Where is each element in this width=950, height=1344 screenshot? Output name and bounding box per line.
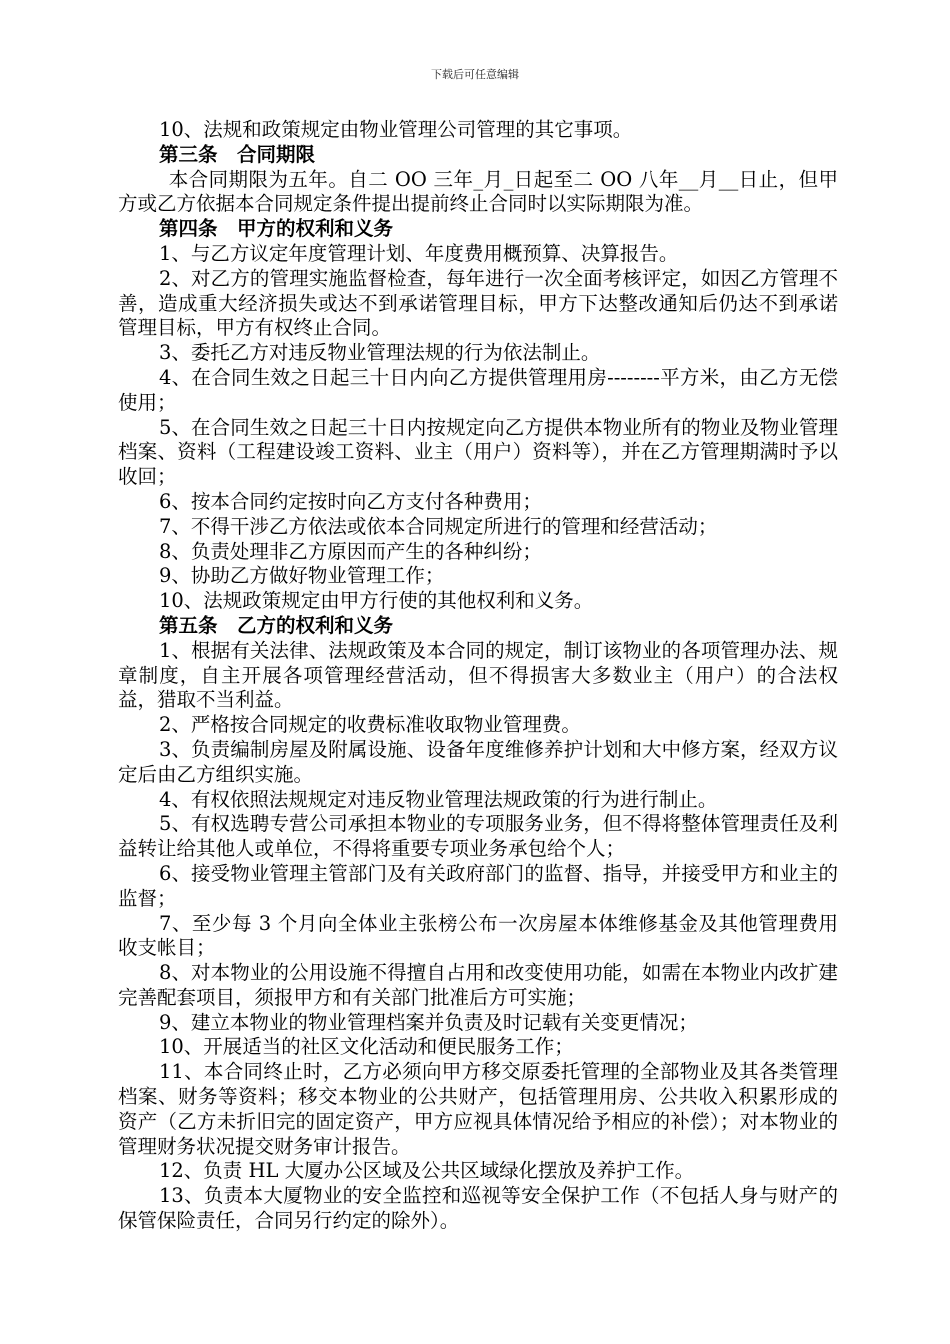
paragraph: 1、根据有关法律、法规政策及本合同的规定，制订该物业的各项管理办法、规章制度，自主开展各项管理经营活动，但不得损害大多数业主（用户）的合法权益，猎取不当利益。 xyxy=(118,638,838,712)
paragraph: 1、与乙方议定年度管理计划、年度费用概预算、决算报告。 xyxy=(158,241,679,265)
paragraph: 12、负责 HL 大厦办公区域及公共区域绿化摆放及养护工作。 xyxy=(158,1159,695,1183)
page-header: 下载后可任意编辑 xyxy=(431,68,519,81)
paragraph: 6、接受物业管理主管部门及有关政府部门的监督、指导，并接受甲方和业主的监督； xyxy=(118,861,838,910)
paragraph: 4、在合同生效之日起三十日内向乙方提供管理用房--------平方米，由乙方无偿使用； xyxy=(118,365,838,414)
paragraph: 8、负责处理非乙方原因而产生的各种纠纷； xyxy=(158,539,542,563)
paragraph: 10、开展适当的社区文化活动和便民服务工作； xyxy=(158,1035,574,1059)
paragraph: 10、法规和政策规定由物业管理公司管理的其它事项。 xyxy=(158,118,633,141)
paragraph: 7、不得干涉乙方依法或依本合同规定所进行的管理和经营活动； xyxy=(158,514,718,538)
paragraph: 13、负责本大厦物业的安全监控和巡视等安全保护工作（不包括人身与财产的保管保险责任，合同另行约定的除外）。 xyxy=(118,1184,838,1233)
paragraph: 本合同期限为五年。自二 OO 三年_月_日起至二 OO 八年__月__日止，但甲方或乙方依据本合同规定条件提出提前终止合同时以实际期限为准。 xyxy=(118,167,838,216)
paragraph: 4、有权依照法规规定对违反物业管理法规政策的行为进行制止。 xyxy=(158,787,718,811)
section-heading: 第四条 甲方的权利和义务 xyxy=(158,217,393,241)
paragraph: 9、建立本物业的物业管理档案并负责及时记载有关变更情况； xyxy=(158,1010,698,1034)
document-body xyxy=(118,118,838,1234)
paragraph: 2、严格按合同规定的收费标准收取物业管理费。 xyxy=(158,713,581,737)
section-heading: 第三条 合同期限 xyxy=(158,142,315,166)
paragraph: 9、协助乙方做好物业管理工作； xyxy=(158,564,445,588)
paragraph: 2、对乙方的管理实施监督检查，每年进行一次全面考核评定，如因乙方管理不善，造成重大经济损失或达不到承诺管理目标，甲方下达整改通知后仍达不到承诺管理目标，甲方有权终止合同。 xyxy=(118,266,838,340)
paragraph: 5、在合同生效之日起三十日内按规定向乙方提供本物业所有的物业及物业管理档案、资料（工程建设竣工资料、业主（用户）资料等），并在乙方管理期满时予以收回； xyxy=(118,415,838,489)
paragraph: 7、至少每 3 个月向全体业主张榜公布一次房屋本体维修基金及其他管理费用收支帐目； xyxy=(118,911,838,960)
section-heading: 第五条 乙方的权利和义务 xyxy=(158,613,393,637)
paragraph: 3、负责编制房屋及附属设施、设备年度维修养护计划和大中修方案，经双方议定后由乙方组织实施。 xyxy=(118,737,838,786)
paragraph: 10、法规政策规定由甲方行使的其他权利和义务。 xyxy=(158,589,594,613)
paragraph: 6、按本合同约定按时向乙方支付各种费用； xyxy=(158,489,542,513)
paragraph: 5、有权选聘专营公司承担本物业的专项服务业务，但不得将整体管理责任及利益转让给其他人或单位，不得将重要专项业务承包给个人； xyxy=(118,812,838,861)
paragraph: 8、对本物业的公用设施不得擅自占用和改变使用功能，如需在本物业内改扩建完善配套项目，须报甲方和有关部门批准后方可实施； xyxy=(118,961,838,1009)
paragraph: 3、委托乙方对违反物业管理法规的行为依法制止。 xyxy=(158,341,601,365)
paragraph: 11、本合同终止时，乙方必须向甲方移交原委托管理的全部物业及其各类管理档案、财务等资料；移交本物业的公共财产，包括管理用房、公共收入积累形成的资产（乙方未折旧完的固定资产，甲方应视具体情况给予相应的补偿）；对本物业的管理财务状况提交财务审计报告。 xyxy=(118,1060,838,1158)
